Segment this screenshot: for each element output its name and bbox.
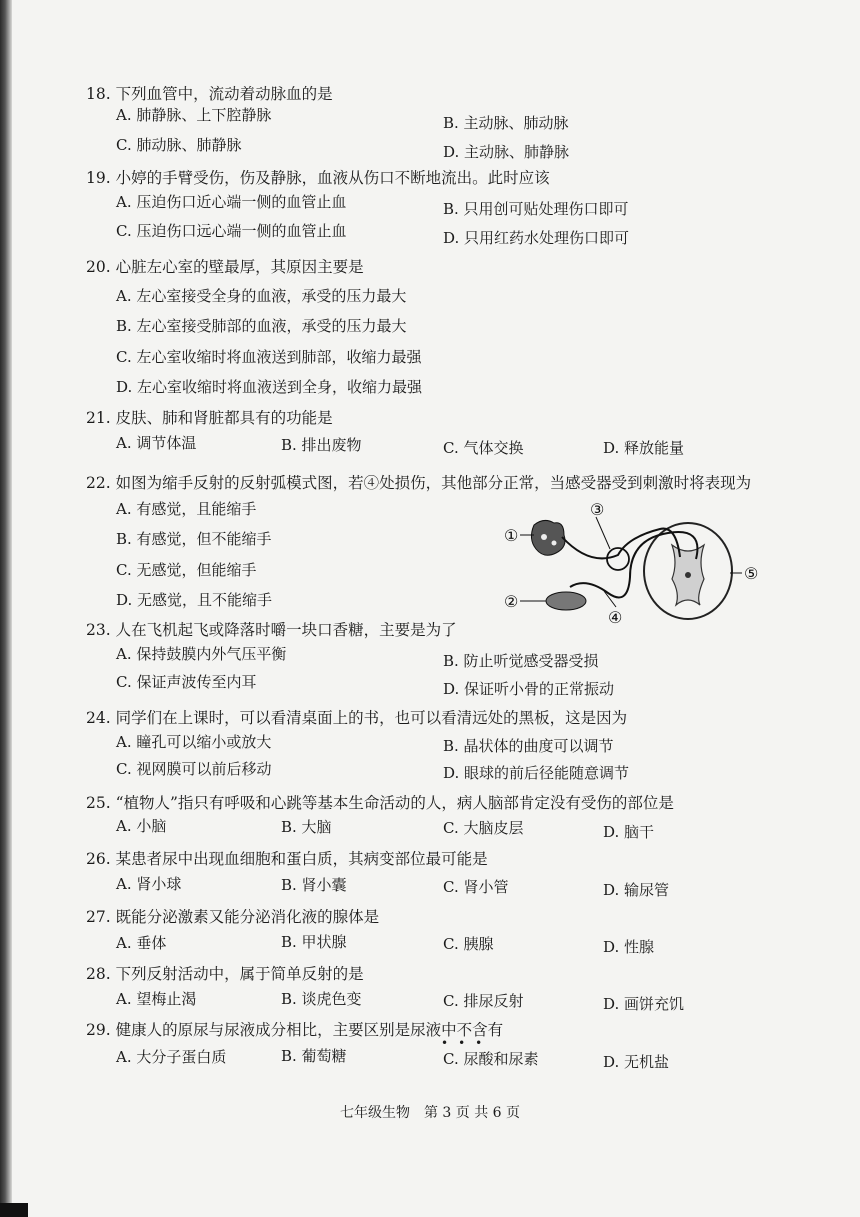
question-26-stem: 26. 某患者尿中出现血细胞和蛋白质，其病变部位最可能是 — [86, 850, 488, 868]
q28-option-b: B. 谈虎色变 — [281, 990, 362, 1008]
q21-option-c: C. 气体交换 — [443, 439, 524, 457]
q26-option-c: C. 肾小管 — [443, 878, 509, 896]
q26-option-a: A. 肾小球 — [116, 875, 182, 893]
question-28-stem: 28. 下列反射活动中，属于简单反射的是 — [86, 965, 364, 983]
q27-option-d: D. 性腺 — [603, 938, 655, 956]
pointer-3 — [596, 517, 610, 549]
q23-option-d: D. 保证听小骨的正常振动 — [443, 680, 615, 698]
question-22-stem: 22. 如图为缩手反射的反射弧模式图，若④处损伤，其他部分正常，当感受器受到刺激时将表现为 — [86, 474, 752, 492]
q19-option-b: B. 只用创可贴处理伤口即可 — [443, 200, 629, 218]
q28-option-a: A. 望梅止渴 — [116, 990, 197, 1008]
scan-binding-edge — [0, 0, 12, 1217]
q22-option-d: D. 无感觉，且不能缩手 — [116, 591, 273, 609]
q28-option-c: C. 排尿反射 — [443, 992, 524, 1010]
q25-option-c: C. 大脑皮层 — [443, 819, 524, 837]
q24-option-a: A. 瞳孔可以缩小或放大 — [116, 733, 272, 751]
q27-option-b: B. 甲状腺 — [281, 933, 347, 951]
q21-option-b: B. 排出废物 — [281, 436, 362, 454]
q23-option-c: C. 保证声波传至内耳 — [116, 673, 257, 691]
q27-option-a: A. 垂体 — [116, 934, 167, 952]
question-19-stem: 19. 小婷的手臂受伤，伤及静脉，血液从伤口不断地流出。此时应该 — [86, 169, 550, 187]
q24-option-d: D. 眼球的前后径能随意调节 — [443, 764, 630, 782]
q23-option-b: B. 防止听觉感受器受损 — [443, 652, 599, 670]
reflex-arc-figure — [500, 497, 770, 627]
q26-option-b: B. 肾小囊 — [281, 876, 347, 894]
q21-option-a: A. 调节体温 — [116, 434, 197, 452]
label-2: ② — [504, 592, 519, 611]
receptor-dot — [552, 541, 557, 546]
q24-option-c: C. 视网膜可以前后移动 — [116, 760, 272, 778]
page-footer: 七年级生物 第 3 页 共 6 页 — [339, 1105, 521, 1121]
q25-option-b: B. 大脑 — [281, 818, 332, 836]
question-23-stem: 23. 人在飞机起飞或降落时嚼一块口香糖，主要是为了 — [86, 621, 457, 639]
central-canal — [685, 572, 691, 578]
q20-option-c: C. 左心室收缩时将血液送到肺部，收缩力最强 — [116, 348, 422, 366]
q20-option-d: D. 左心室收缩时将血液送到全身，收缩力最强 — [116, 378, 423, 396]
ganglion — [607, 548, 629, 570]
q24-option-b: B. 晶状体的曲度可以调节 — [443, 737, 614, 755]
label-1: ① — [504, 526, 519, 545]
q18-option-c: C. 肺动脉、肺静脉 — [116, 136, 242, 154]
reflex-arc-diagram — [500, 497, 770, 627]
label-3: ③ — [590, 500, 605, 519]
question-18-stem: 18. 下列血管中，流动着动脉血的是 — [86, 85, 333, 103]
question-24-stem: 24. 同学们在上课时，可以看清桌面上的书，也可以看清远处的黑板，这是因为 — [86, 709, 628, 727]
question-21-stem: 21. 皮肤、肺和肾脏都具有的功能是 — [86, 409, 333, 427]
q25-option-d: D. 脑干 — [603, 823, 655, 841]
q25-option-a: A. 小脑 — [116, 817, 167, 835]
effector-muscle — [546, 592, 586, 610]
label-4: ④ — [608, 608, 623, 627]
q29-option-d: D. 无机盐 — [603, 1053, 670, 1071]
q20-option-b: B. 左心室接受肺部的血液，承受的压力最大 — [116, 317, 407, 335]
question-27-stem: 27. 既能分泌激素又能分泌消化液的腺体是 — [86, 908, 380, 926]
q29-option-b: B. 葡萄糖 — [281, 1047, 347, 1065]
q20-option-a: A. 左心室接受全身的血液，承受的压力最大 — [116, 287, 407, 305]
receptor-tissue — [531, 520, 565, 555]
receptor-dot — [541, 534, 547, 540]
q19-option-a: A. 压迫伤口近心端一侧的血管止血 — [116, 193, 347, 211]
q26-option-d: D. 输尿管 — [603, 881, 670, 899]
question-25-stem: 25. “植物人”指只有呼吸和心跳等基本生命活动的人，病人脑部肯定没有受伤的部位是 — [86, 794, 674, 812]
q22-option-b: B. 有感觉，但不能缩手 — [116, 530, 272, 548]
q22-option-c: C. 无感觉，但能缩手 — [116, 561, 257, 579]
q27-option-c: C. 胰腺 — [443, 935, 494, 953]
q19-option-d: D. 只用红药水处理伤口即可 — [443, 229, 630, 247]
question-20-stem: 20. 心脏左心室的壁最厚，其原因主要是 — [86, 258, 364, 276]
q29-option-a: A. 大分子蛋白质 — [116, 1048, 227, 1066]
q18-option-d: D. 主动脉、肺静脉 — [443, 143, 570, 161]
q29-option-c: C. 尿酸和尿素 — [443, 1050, 539, 1068]
q22-option-a: A. 有感觉，且能缩手 — [116, 500, 257, 518]
scan-corner-mark — [0, 1203, 28, 1217]
q21-option-d: D. 释放能量 — [603, 439, 685, 457]
q18-option-a: A. 肺静脉、上下腔静脉 — [116, 106, 272, 124]
q19-option-c: C. 压迫伤口远心端一侧的血管止血 — [116, 222, 347, 240]
question-29-stem: 29. 健康人的原尿与尿液成分相比，主要区别是尿液中不含有 — [86, 1021, 504, 1039]
q28-option-d: D. 画饼充饥 — [603, 995, 685, 1013]
emphasis-dots: ••• — [441, 1036, 493, 1050]
q18-option-b: B. 主动脉、肺动脉 — [443, 114, 569, 132]
q23-option-a: A. 保持鼓膜内外气压平衡 — [116, 645, 287, 663]
label-5: ⑤ — [744, 564, 759, 583]
